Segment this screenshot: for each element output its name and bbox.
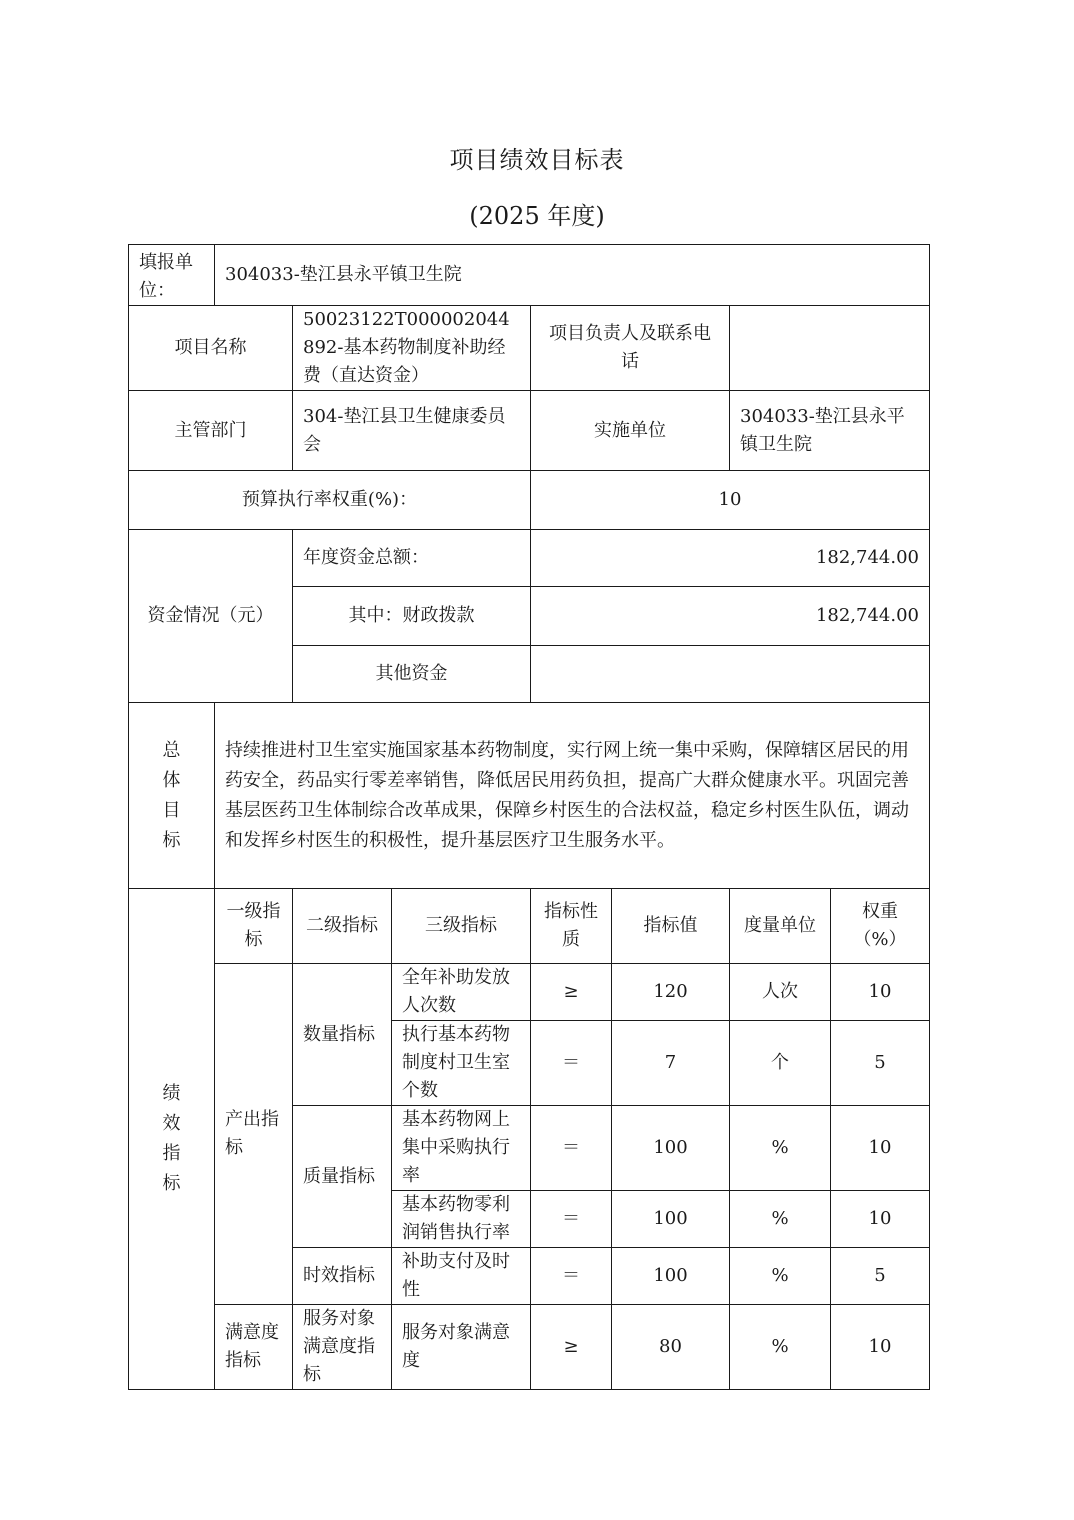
funds-total-label: 年度资金总额： — [293, 530, 531, 587]
budget-label: 预算执行率权重(%)： — [129, 471, 531, 530]
indicator-name: 补助支付及时性 — [392, 1248, 531, 1305]
level2-timeliness: 时效指标 — [293, 1248, 392, 1305]
indicator-unit: % — [730, 1248, 831, 1305]
project-contact-value — [730, 306, 930, 391]
indicator-nature: ≥ — [531, 1305, 612, 1390]
funds-label: 资金情况（元） — [129, 530, 293, 703]
indicator-unit: 人次 — [730, 964, 831, 1021]
funds-fiscal-label: 其中：财政拨款 — [293, 587, 531, 646]
indicator-unit: % — [730, 1305, 831, 1390]
goal-text: 持续推进村卫生室实施国家基本药物制度，实行网上统一集中采购，保障辖区居民的用药安全，药品实行零差率销售，降低居民用药负担，提高广大群众健康水平。巩固完善基层医药卫生体制综合改革成果，保障乡村医生的合法权益，稳定乡村医生队伍，调动和发挥乡村医生的积极性，提升基层医疗卫生服务水平。 — [215, 703, 930, 889]
indicator-nature: ＝ — [531, 1248, 612, 1305]
indicator-unit: % — [730, 1191, 831, 1248]
goal-row — [129, 703, 930, 889]
department-row — [129, 391, 930, 471]
header-weight: 权重（%） — [831, 889, 930, 964]
header-level2: 二级指标 — [293, 889, 392, 964]
indicator-header-row — [129, 889, 930, 964]
indicator-name: 基本药物零利润销售执行率 — [392, 1191, 531, 1248]
performance-table — [128, 244, 930, 1390]
table-row — [129, 964, 930, 1021]
budget-row — [129, 471, 930, 530]
level2-quality: 质量指标 — [293, 1106, 392, 1248]
indicator-name: 全年补助发放人次数 — [392, 964, 531, 1021]
department-label: 主管部门 — [129, 391, 293, 471]
report-unit-label: 填报单位： — [129, 245, 215, 306]
indicator-weight: 10 — [831, 1191, 930, 1248]
indicator-value: 80 — [612, 1305, 730, 1390]
project-contact-label: 项目负责人及联系电话 — [531, 306, 730, 391]
goal-label: 总体目标 — [129, 703, 215, 889]
header-level3: 三级指标 — [392, 889, 531, 964]
indicator-weight: 5 — [831, 1248, 930, 1305]
level1-satisfaction: 满意度指标 — [215, 1305, 293, 1390]
indicator-unit: 个 — [730, 1021, 831, 1106]
indicator-value: 7 — [612, 1021, 730, 1106]
indicator-value: 100 — [612, 1248, 730, 1305]
indicator-nature: ＝ — [531, 1191, 612, 1248]
indicator-weight: 10 — [831, 964, 930, 1021]
indicator-nature: ＝ — [531, 1021, 612, 1106]
level2-satisfaction: 服务对象满意度指标 — [293, 1305, 392, 1390]
funds-fiscal-value: 182,744.00 — [531, 587, 930, 646]
indicator-name: 基本药物网上集中采购执行率 — [392, 1106, 531, 1191]
level2-quantity: 数量指标 — [293, 964, 392, 1106]
indicator-value: 100 — [612, 1191, 730, 1248]
page-subtitle: (2025 年度) — [469, 202, 605, 230]
report-unit-value: 304033-垫江县永平镇卫生院 — [215, 245, 930, 306]
header-level1: 一级指标 — [215, 889, 293, 964]
indicator-nature: ＝ — [531, 1106, 612, 1191]
header-nature: 指标性质 — [531, 889, 612, 964]
report-unit-row — [129, 245, 930, 306]
indicator-weight: 5 — [831, 1021, 930, 1106]
indicators-label: 绩效指标 — [129, 889, 215, 1390]
funds-other-value — [531, 646, 930, 703]
funds-total-value: 182,744.00 — [531, 530, 930, 587]
project-row — [129, 306, 930, 391]
indicator-unit: % — [730, 1106, 831, 1191]
indicator-weight: 10 — [831, 1305, 930, 1390]
impl-unit-label: 实施单位 — [531, 391, 730, 471]
indicator-name: 服务对象满意度 — [392, 1305, 531, 1390]
department-value: 304-垫江县卫生健康委员会 — [293, 391, 531, 471]
indicator-value: 100 — [612, 1106, 730, 1191]
indicator-value: 120 — [612, 964, 730, 1021]
table-row — [129, 1305, 930, 1390]
funds-total-row — [129, 530, 930, 587]
funds-other-label: 其他资金 — [293, 646, 531, 703]
header-value: 指标值 — [612, 889, 730, 964]
header-unit: 度量单位 — [730, 889, 831, 964]
indicator-nature: ≥ — [531, 964, 612, 1021]
page-title: 项目绩效目标表 — [449, 146, 625, 174]
indicator-name: 执行基本药物制度村卫生室个数 — [392, 1021, 531, 1106]
budget-value: 10 — [531, 471, 930, 530]
project-name-value: 50023122T000002044892-基本药物制度补助经费（直达资金） — [293, 306, 531, 391]
project-name-label: 项目名称 — [129, 306, 293, 391]
level1-output: 产出指标 — [215, 964, 293, 1305]
impl-unit-value: 304033-垫江县永平镇卫生院 — [730, 391, 930, 471]
indicator-weight: 10 — [831, 1106, 930, 1191]
